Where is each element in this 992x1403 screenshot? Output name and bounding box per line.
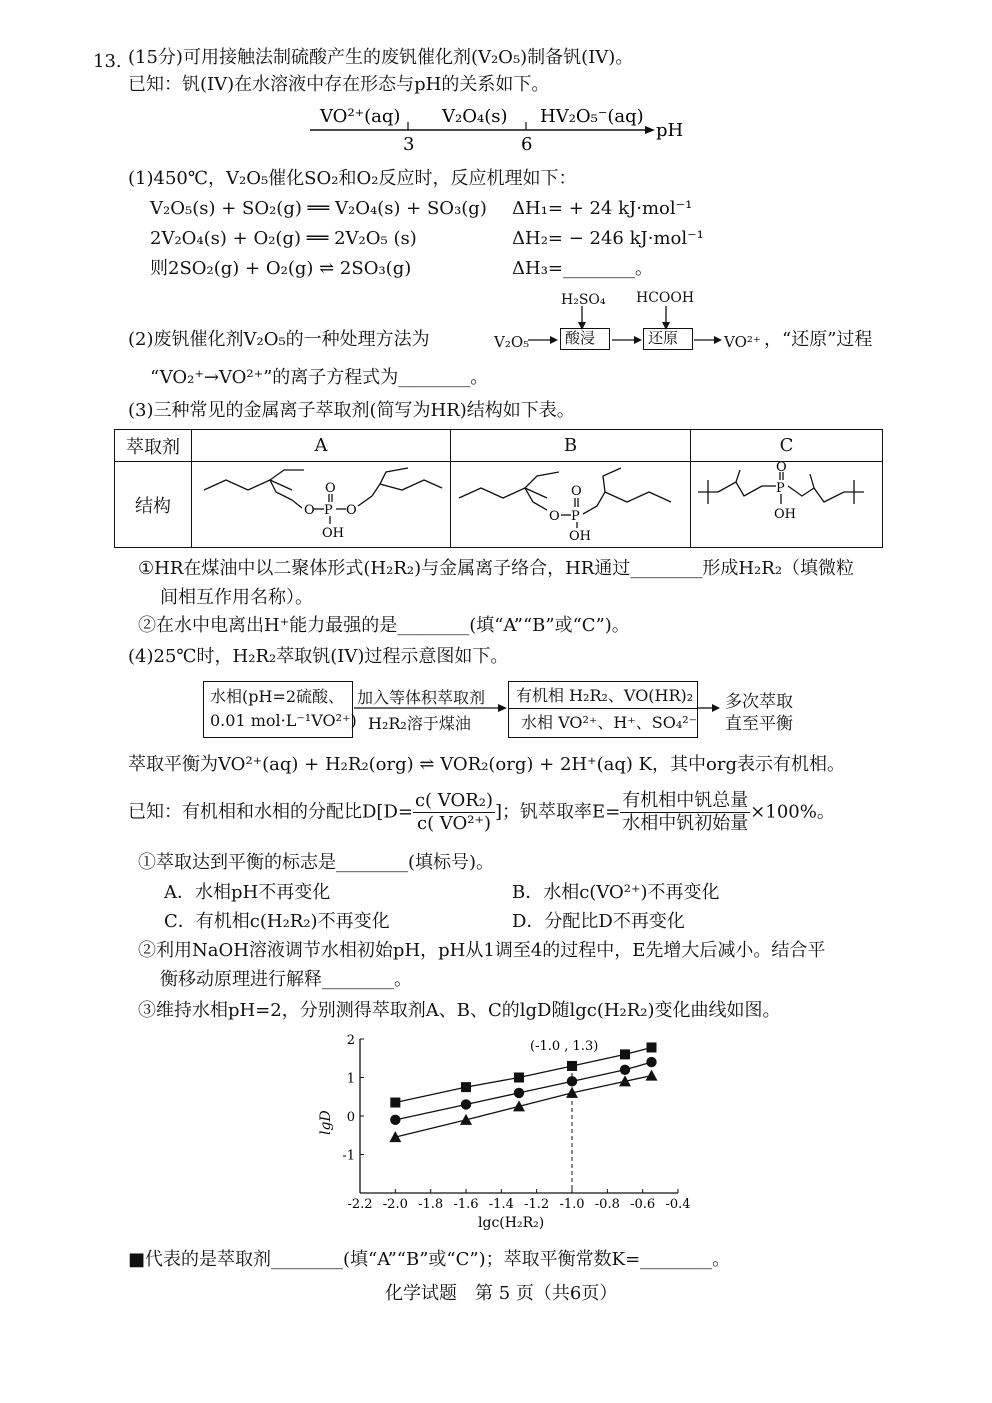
extractant-table [114,429,883,548]
chart-point-circle [390,1115,400,1125]
p3-intro: (3)三种常见的金属离子萃取剂(简写为HR)结构如下表。 [128,400,575,421]
structure-b-drawing [455,462,687,542]
svg-text:P: P [570,509,580,524]
ph-species-1: VO²⁺(aq) [320,106,401,127]
p4-q2b: 衡移动原理进行解释________。 [160,969,412,990]
p1-dh2: ΔH₂= − 246 kJ·mol⁻¹ [512,228,704,249]
p1-intro: (1)450℃，V₂O₅催化SO₂和O₂反应时，反应机理如下： [128,168,577,189]
p4-e-numerator: 有机相中钒总量 [622,790,749,811]
chart-x-tick-label: -1.8 [418,1197,444,1212]
svg-text:OH: OH [322,526,344,541]
p4-aqueous-line2: 0.01 mol·L⁻¹VO²⁺) [210,711,357,730]
p2-reagent-h2so4: H₂SO₄ [561,292,606,308]
p4-aqueous-line1: 水相(pH=2硫酸、 [210,687,345,706]
p4-distribution-line [128,790,835,835]
chart-xlabel: lgc(H₂R₂) [478,1215,545,1231]
p4-equilibrium: 萃取平衡为VO²⁺(aq) + H₂R₂(org) ⇌ VOR₂(org) + 2H⁺(aq) K，其中org表示有机相。 [128,754,846,775]
page-footer: 化学试题 第 5 页（共6页） [385,1283,618,1304]
p1-eq3: 则2SO₂(g) + O₂(g) ⇌ 2SO₃(g) [150,258,412,279]
p2-start: V₂O₅ [494,333,530,351]
p4-e-fraction [620,790,750,835]
chart-series-line-triangle [395,1076,651,1138]
p4-final-question: ■代表的是萃取剂________(填“A”“B”或“C”)；萃取平衡常数K=________。 [128,1249,731,1270]
chart-annotation-label: (-1.0 , 1.3) [530,1038,599,1054]
p1-dh1: ΔH₁= + 24 kJ·mol⁻¹ [512,198,693,219]
p2-post: ，“还原”过程 [764,329,873,350]
svg-text:O: O [548,509,560,524]
svg-text:OH: OH [568,529,591,542]
ph-species-2: V₂O₄(s) [442,106,508,127]
p4-intro: (4)25℃时，H₂R₂萃取钒(IV)过程示意图如下。 [128,646,509,667]
ph-tick-label-3: 3 [403,134,415,155]
chart-point-circle [620,1065,630,1075]
chart-point-square [620,1049,630,1059]
ph-axis-diagram [300,100,700,156]
p4-d-mid: ]；钒萃取率E= [495,801,621,823]
svg-text:P: P [324,503,333,518]
chart-x-tick-label: -2.0 [382,1197,408,1212]
p2-reagent-hcooh: HCOOH [636,290,695,306]
p4-q1: ①萃取达到平衡的标志是________(填标号)。 [138,852,495,873]
p4-d-fraction [413,790,495,835]
p3-q2: ②在水中电离出H⁺能力最强的是________(填“A”“B”或“C”)。 [138,615,630,636]
question-title: (15分)可用接触法制硫酸产生的废钒催化剂(V₂O₅)制备钒(IV)。 [128,47,634,68]
chart-x-tick-label: -0.4 [665,1197,691,1212]
p2-product: VO²⁺ [724,333,761,351]
chart-x-tick-label: -1.4 [488,1197,514,1212]
chart-x-tick-label: -1.6 [453,1197,479,1212]
p4-organic-phase: 有机相 H₂R₂、VO(HR)₂ [516,686,694,705]
chart-x-tick-label: -0.6 [630,1197,656,1212]
ph-tick-label-6: 6 [521,134,533,155]
p2-line2: “VO₂⁺→VO²⁺”的离子方程式为________。 [150,367,489,388]
chart-y-tick-label: 0 [346,1110,355,1125]
chart-y-tick-label: 1 [346,1071,355,1087]
table-row-label-structure: 结构 [115,462,192,548]
chart-x-tick-label: -1.0 [559,1197,585,1212]
p4-option-b: B．水相c(VO²⁺)不再变化 [512,882,720,903]
p4-q2a: ②利用NaOH溶液调节水相初始pH，pH从1调至4的过程中，E先增大后减小。结合平 [138,940,826,961]
p2-step-reduce-label: 还原 [648,329,679,347]
p4-arrow-bottom-label: H₂R₂溶于煤油 [368,714,471,733]
structure-b [451,462,691,548]
svg-text:O: O [346,503,357,518]
p4-q3: ③维持水相pH=2，分别测得萃取剂A、B、C的lgD随lgc(H₂R₂)变化曲线如图。 [138,1000,781,1021]
chart-x-tick-label: -0.8 [594,1197,620,1212]
question-number: 13. [93,51,122,72]
p4-option-d: D．分配比D不再变化 [512,911,685,932]
chart-point-circle [514,1088,524,1098]
chart-point-square [461,1082,471,1092]
chart-point-square [514,1073,524,1083]
chart-point-circle [646,1057,656,1067]
p4-d-numerator: c( VOR₂) [414,790,494,811]
table-header-b: B [451,430,691,462]
chart-y-tick-label: 2 [346,1033,355,1048]
p4-e-denominator: 水相中钒初始量 [622,813,749,834]
chart-x-tick-label: -2.2 [347,1197,373,1212]
p2-flow-arrows [528,330,728,350]
p4-option-c: C．有机相c(H₂R₂)不再变化 [164,911,390,932]
lgD-chart [300,1025,720,1235]
svg-text:P: P [775,481,785,496]
svg-text:O: O [775,462,787,475]
svg-text:O: O [325,481,336,496]
structure-a [192,462,451,548]
ph-axis-label: pH [656,120,684,141]
chart-point-circle [461,1099,471,1109]
p1-dh3: ΔH₃=________。 [512,258,653,279]
p4-after-arrow [698,702,724,714]
p1-eq1: V₂O₅(s) + SO₂(g) ══ V₂O₄(s) + SO₃(g) [150,198,487,219]
table-header-extractant: 萃取剂 [115,430,192,462]
p2-text: (2)废钒催化剂V₂O₅的一种处理方法为 [128,329,430,350]
chart-ylabel: lgD [318,1110,334,1135]
p4-d-pre: 已知：有机相和水相的分配比D[D= [128,801,413,823]
p4-option-a: A．水相pH不再变化 [164,882,331,903]
p4-e-post: ×100%。 [750,801,835,823]
chart-y-tick-label: -1 [342,1148,355,1164]
p2-step-acid-leach-label: 酸浸 [565,329,596,347]
p4-d-denominator: c( VO²⁺) [416,813,491,834]
svg-text:O: O [304,503,315,518]
ph-axis-arrowhead [645,126,655,134]
ph-species-3: HV₂O₅⁻(aq) [540,106,644,127]
structure-c-drawing [692,462,882,542]
table-header-a: A [192,430,451,462]
svg-text:O: O [570,484,582,499]
structure-c [691,462,883,548]
chart-point-square [647,1042,657,1052]
p4-arrow-top-label: 加入等体积萃取剂 [357,688,486,707]
chart-point-triangle [646,1070,658,1081]
p3-q1a: ①HR在煤油中以二聚体形式(H₂R₂)与金属离子络合，HR通过________形成H₂R₂（填微粒 [138,558,855,579]
p4-aqueous-phase: 水相 VO²⁺、H⁺、SO₄²⁻ [521,713,698,732]
p4-after-line2: 直至平衡 [725,714,793,734]
chart-point-square [390,1098,400,1108]
p4-phase-divider [508,708,698,709]
p1-eq2: 2V₂O₄(s) + O₂(g) ══ 2V₂O₅ (s) [150,228,417,249]
svg-text:OH: OH [773,507,796,522]
table-header-c: C [691,430,883,462]
chart-x-tick-label: -1.2 [524,1197,550,1212]
p3-q1b: 间相互作用名称）。 [160,587,313,608]
structure-a-drawing [196,462,446,542]
p4-after-line1: 多次萃取 [725,692,793,712]
known-line: 已知：钒(IV)在水溶液中存在形态与pH的关系如下。 [128,74,550,95]
